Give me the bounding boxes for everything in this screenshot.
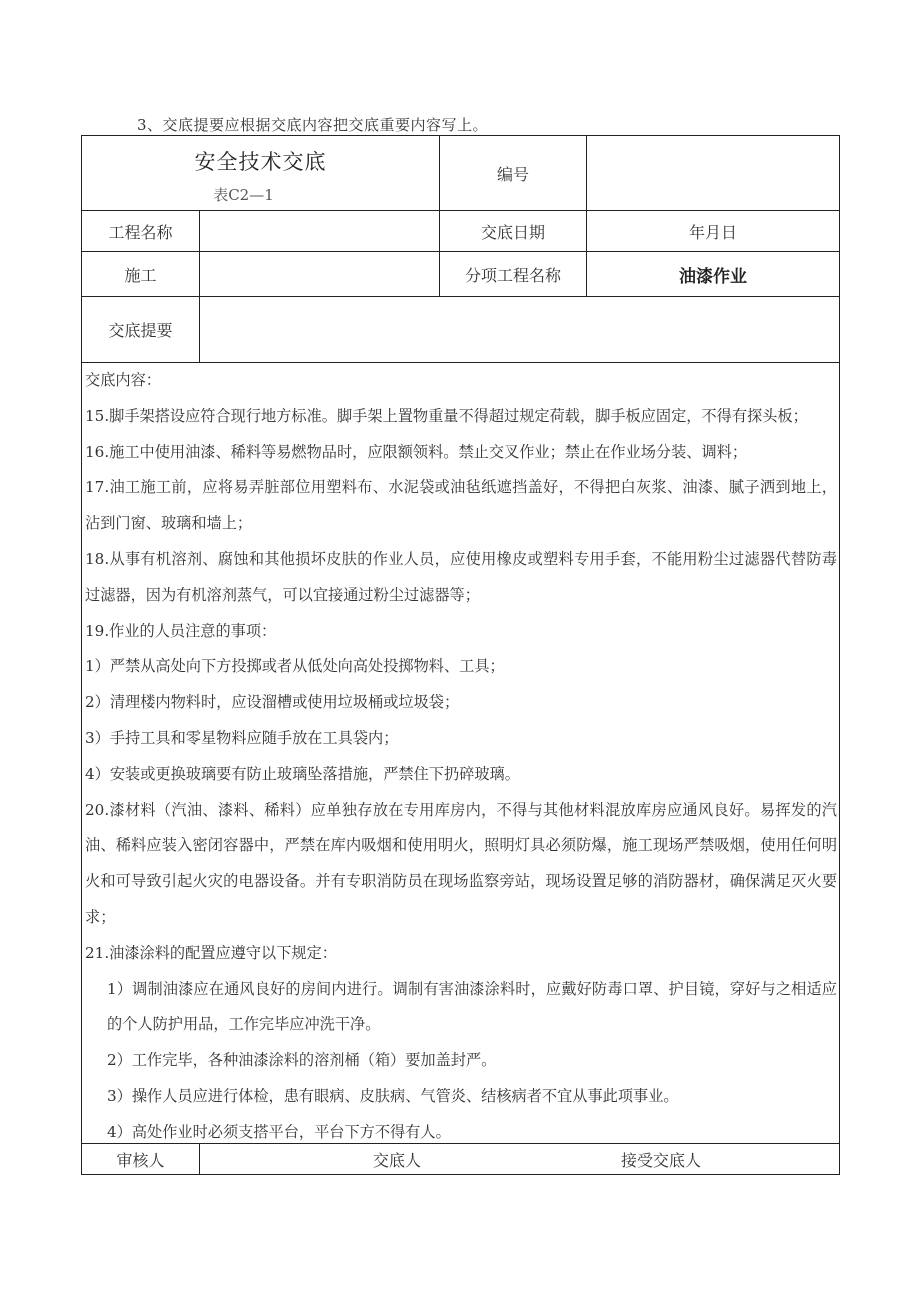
number-label: 编号 bbox=[440, 136, 587, 211]
content-cell bbox=[82, 363, 840, 1144]
content-sub-item: 3）操作人员应进行体检，患有眼病、皮肤病、气管炎、结核病者不宜从事此项事业。 bbox=[107, 1086, 679, 1105]
summary-label: 交底提要 bbox=[82, 297, 200, 363]
summary-field[interactable] bbox=[200, 297, 840, 363]
content-item: 3）手持工具和零星物料应随手放在工具袋内； bbox=[85, 728, 399, 747]
project-name-field[interactable] bbox=[200, 211, 440, 252]
reviewer-label: 审核人 bbox=[82, 1144, 200, 1175]
form-title: 安全技术交底 bbox=[194, 149, 327, 174]
discloser-label: 交底人 bbox=[372, 1150, 421, 1170]
construction-field[interactable] bbox=[200, 252, 440, 297]
content-item: 1）严禁从高处向下方投掷或者从低处向高处投掷物料、工具； bbox=[85, 657, 505, 676]
disclosure-content bbox=[82, 363, 839, 1143]
content-item: 20.漆材料（汽油、漆料、稀料）应单独存放在专用库房内，不得与其他材料混放库房应通风良好。易挥发的汽油、稀料应装入密闭容器中，严禁在库内吸烟和使用明火，照明灯具必须防爆，施工现场严禁吸烟，使用任何明火和可导致引起火灾的电器设备。并有专职消防员在现场监察旁站，现场设置足够的消防器材，确保满足灭火要求； bbox=[85, 800, 837, 926]
signature-row bbox=[200, 1144, 840, 1175]
sub-project-label: 分项工程名称 bbox=[440, 252, 587, 297]
content-item: 15.脚手架搭设应符合现行地方标准。脚手架上置物重量不得超过规定荷载，脚手板应固定，不得有探头板； bbox=[85, 406, 808, 425]
form-code: 表C2—1 bbox=[213, 185, 274, 204]
date-label: 交底日期 bbox=[440, 211, 587, 252]
form-title-cell bbox=[82, 136, 440, 211]
content-item: 4）安装或更换玻璃要有防止玻璃坠落措施，严禁住下扔碎玻璃。 bbox=[85, 764, 520, 783]
project-name-label: 工程名称 bbox=[82, 211, 200, 252]
instruction-note: 3、交底提要应根据交底内容把交底重要内容写上。 bbox=[137, 116, 489, 134]
content-sub-item: 1）调制油漆应在通风良好的房间内进行。调制有害油漆涂料时，应戴好防毒口罩、护目镜，穿好与之相适应的个人防护用品，工作完毕应冲洗干净。 bbox=[107, 979, 837, 1034]
number-field[interactable] bbox=[587, 136, 840, 211]
content-item: 16.施工中使用油漆、稀料等易燃物品时，应限额领料。禁止交叉作业；禁止在作业场分装、调料； bbox=[85, 442, 748, 461]
sub-project-field[interactable]: 油漆作业 bbox=[587, 252, 840, 297]
content-sub-item: 2）工作完毕，各种油漆涂料的溶剂桶（箱）要加盖封严。 bbox=[107, 1051, 497, 1070]
content-item: 17.油工施工前，应将易弄脏部位用塑料布、水泥袋或油毡纸遮挡盖好，不得把白灰浆、油漆、腻子洒到地上，沾到门窗、玻璃和墙上； bbox=[85, 478, 837, 533]
content-item: 21.油漆涂料的配置应遵守以下规定： bbox=[85, 943, 337, 962]
content-item: 2）清理楼内物料时，应设溜槽或使用垃圾桶或垃圾袋； bbox=[85, 693, 460, 712]
content-item: 18.从事有机溶剂、腐蚀和其他损坏皮肤的作业人员，应使用橡皮或塑料专用手套，不能用粉尘过滤器代替防毒过滤器，因为有机溶剂蒸气，可以宜接通过粉尘过滤器等； bbox=[85, 549, 837, 604]
receiver-label: 接受交底人 bbox=[620, 1150, 701, 1170]
construction-label: 施工 bbox=[82, 252, 200, 297]
safety-disclosure-form bbox=[81, 135, 840, 1175]
content-heading: 交底内容： bbox=[85, 371, 161, 389]
date-field[interactable]: 年月日 bbox=[587, 211, 840, 252]
content-sub-item: 4）高处作业时必须支搭平台，平台下方不得有人。 bbox=[107, 1122, 451, 1141]
content-item: 19.作业的人员注意的事项： bbox=[85, 621, 277, 640]
